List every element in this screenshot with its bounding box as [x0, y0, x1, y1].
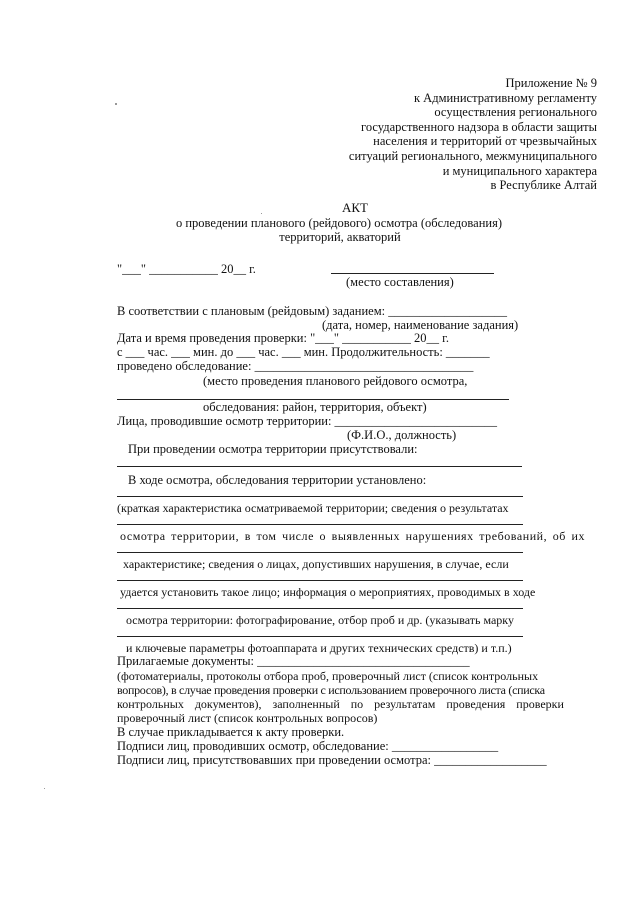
findings-underline-4: [117, 580, 523, 581]
findings-caption-5: осмотра территории: фотографирование, отбор проб и др. (указывать марку: [126, 613, 514, 627]
attachments-caption-3: контрольных документов), заполненный по результатам проведения проверки: [117, 697, 564, 711]
findings-caption-1: (краткая характеристика осматриваемой территории; сведения о результатах: [117, 501, 509, 515]
header-line: и муниципального характера: [442, 163, 597, 178]
attachments-note: В случае прикладывается к акту проверки.: [117, 725, 345, 739]
findings-caption-6: и ключевые параметры фотоаппарата и других технических средств) и т.п.): [126, 641, 512, 655]
header-line: Приложение № 9: [505, 76, 597, 90]
site-caption-2: обследования: район, территория, объект): [203, 400, 427, 414]
attendees-underline: [117, 466, 522, 467]
scan-speck: [44, 788, 45, 789]
inspectors-signatures: Подписи лиц, проводивших осмотр, обследование: _________________: [117, 739, 499, 753]
inspection-date-line: Дата и время проведения проверки: "___" ___________ 20__ г.: [117, 331, 450, 345]
findings-caption-4: удается установить такое лицо; информация о мероприятиях, проводимых в ходе: [120, 585, 536, 599]
inspectors-line: Лица, проводившие осмотр территории: __________________________: [117, 414, 498, 428]
findings-underline-2: [117, 524, 523, 525]
attendees-signatures: Подписи лиц, присутствовавших при проведении осмотра: __________________: [117, 753, 547, 767]
header-line: населения и территорий от чрезвычайных: [373, 134, 597, 149]
header-line: в Республике Алтай: [490, 178, 597, 193]
findings-underline-6: [117, 636, 523, 637]
findings-line: В ходе осмотра, обследования территории установлено:: [128, 473, 427, 487]
document-title: [0, 201, 640, 245]
task-line: В соответствии с плановым (рейдовым) заданием: ___________________: [117, 304, 507, 318]
inspection-time-line: с ___ час. ___ мин. до ___ час. ___ мин. Продолжительность: _______: [117, 345, 490, 359]
date-field: "___" ___________ 20__ г.: [117, 262, 256, 276]
findings-underline-5: [117, 608, 523, 609]
place-underline: [331, 273, 494, 274]
findings-caption-3: характеристике; сведения о лицах, допустивших нарушения, в случае, если: [123, 557, 509, 571]
inspection-site-line: проведено обследование: ___________________________________: [117, 359, 474, 373]
findings-underline-1: [117, 496, 523, 497]
task-caption: (дата, номер, наименование задания): [322, 318, 519, 332]
site-caption: (место проведения планового рейдового осмотра,: [203, 374, 468, 388]
findings-caption-2: осмотра территории, в том числе о выявленных нарушениях требований, об их: [120, 529, 586, 543]
attendees-line: При проведении осмотра территории присутствовали:: [128, 442, 418, 456]
attachments-caption-4: проверочный лист (список контрольных вопросов): [117, 711, 378, 725]
findings-underline-3: [117, 552, 523, 553]
header-line: ситуаций регионального, межмуниципального: [348, 148, 597, 163]
title-line-1: о проведении планового (рейдового) осмотра (обследования): [175, 215, 502, 230]
attachments-line: Прилагаемые документы: __________________________________: [117, 654, 470, 668]
inspectors-caption: (Ф.И.О., должность): [347, 428, 457, 442]
header-line: осуществления регионального: [434, 105, 597, 120]
scan-speck: [115, 103, 117, 105]
attachments-caption-2: вопросов), в случае проведения проверки с использованием проверочного листа (списка: [117, 683, 545, 697]
header-line: к Административному регламенту: [413, 90, 597, 105]
title-line-2: территорий, акваторий: [279, 230, 401, 245]
header-line: государственного надзора в области защиты: [361, 119, 597, 134]
attachments-caption-1: (фотоматериалы, протоколы отбора проб, проверочный лист (список контрольных: [117, 669, 539, 683]
appendix-header: [297, 76, 597, 193]
place-caption: (место составления): [346, 275, 454, 289]
title-akt: АКТ: [342, 200, 368, 215]
